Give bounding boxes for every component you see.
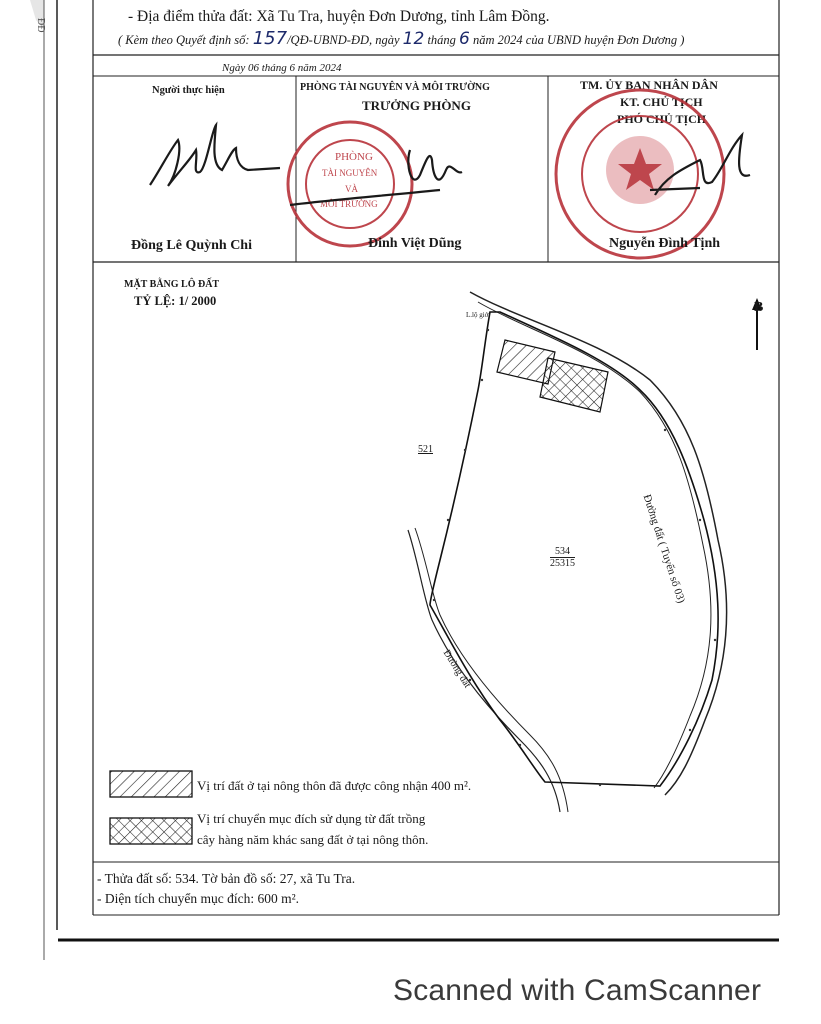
vice-chair-title-2: PHÓ CHỦ TỊCH: [617, 112, 707, 126]
north-label: B: [754, 300, 764, 315]
legend-cross-swatch: [110, 818, 192, 844]
svg-text:PHÒNG: PHÒNG: [335, 151, 373, 163]
parcel-number: 534: [555, 546, 570, 557]
location-line: - Địa điểm thửa đất: Xã Tu Tra, huyện Đơn Dương, tỉnh Lâm Đồng.: [128, 8, 550, 25]
road-southwest-label: Đường đất: [440, 648, 473, 691]
legend-recognized-text: Vị trí đất ở tại nông thôn đã được công nhận 400 m².: [197, 778, 472, 793]
department-head-name: Đinh Việt Dũng: [368, 236, 462, 251]
svg-text:MÔI TRƯỜNG: MÔI TRƯỜNG: [320, 199, 378, 209]
committee-title: TM. ỦY BAN NHÂN DÂN: [580, 78, 718, 92]
preparer-name: Đồng Lê Quỳnh Chi: [131, 238, 252, 253]
converted-area-note: - Diện tích chuyển mục đích: 600 m².: [97, 891, 299, 906]
legend-hatch-swatch: [110, 771, 192, 797]
preparer-title: Người thực hiện: [152, 85, 225, 96]
road-southwest: [408, 530, 560, 812]
camscanner-watermark: Scanned with CamScanner: [393, 974, 762, 1007]
map-title: MẶT BẰNG LÔ ĐẤT: [124, 279, 220, 290]
legend-conversion-text-2: cây hàng năm khác sang đất ở tại nông thôn.: [197, 832, 429, 847]
decision-day-handwritten: 12: [402, 29, 425, 49]
svg-text:ĐĐ: ĐĐ: [35, 18, 46, 33]
svg-text:VÀ: VÀ: [345, 184, 358, 194]
decision-line: ( Kèm theo Quyết định số: 157/QĐ-UBND-ĐD, ngày 12 tháng 6 năm 2024 của UBND huyện Đơn Dương ): [118, 28, 685, 49]
legend-conversion-text-1: Vị trí chuyển mục đích sử dụng từ đất trồng: [197, 811, 426, 826]
decision-number-handwritten: 157: [252, 28, 288, 49]
department-head-title: TRƯỞNG PHÒNG: [362, 98, 471, 113]
decision-month-handwritten: 6: [459, 29, 470, 49]
vice-chair-name: Nguyễn Đình Tịnh: [609, 236, 721, 251]
svg-text:TÀI NGUYÊN: TÀI NGUYÊN: [322, 168, 378, 178]
parcel-info-note: - Thửa đất số: 534. Tờ bản đồ số: 27, xã Tu Tra.: [97, 871, 356, 886]
vice-chair-title-1: KT. CHỦ TỊCH: [620, 95, 703, 109]
conversion-area: [540, 358, 608, 412]
corner-label: L.lộ giới: [466, 311, 491, 319]
signature-date: Ngày 06 tháng 6 năm 2024: [222, 62, 342, 74]
neighbor-parcel-label: 521: [418, 444, 433, 455]
department-title: PHÒNG TÀI NGUYÊN VÀ MÔI TRƯỜNG: [300, 82, 490, 93]
parcel-area: 25315: [550, 558, 575, 569]
road-east-label: Đường đất ( Tuyến số 03): [640, 493, 688, 605]
map-scale: TỶ LỆ: 1/ 2000: [134, 294, 217, 308]
